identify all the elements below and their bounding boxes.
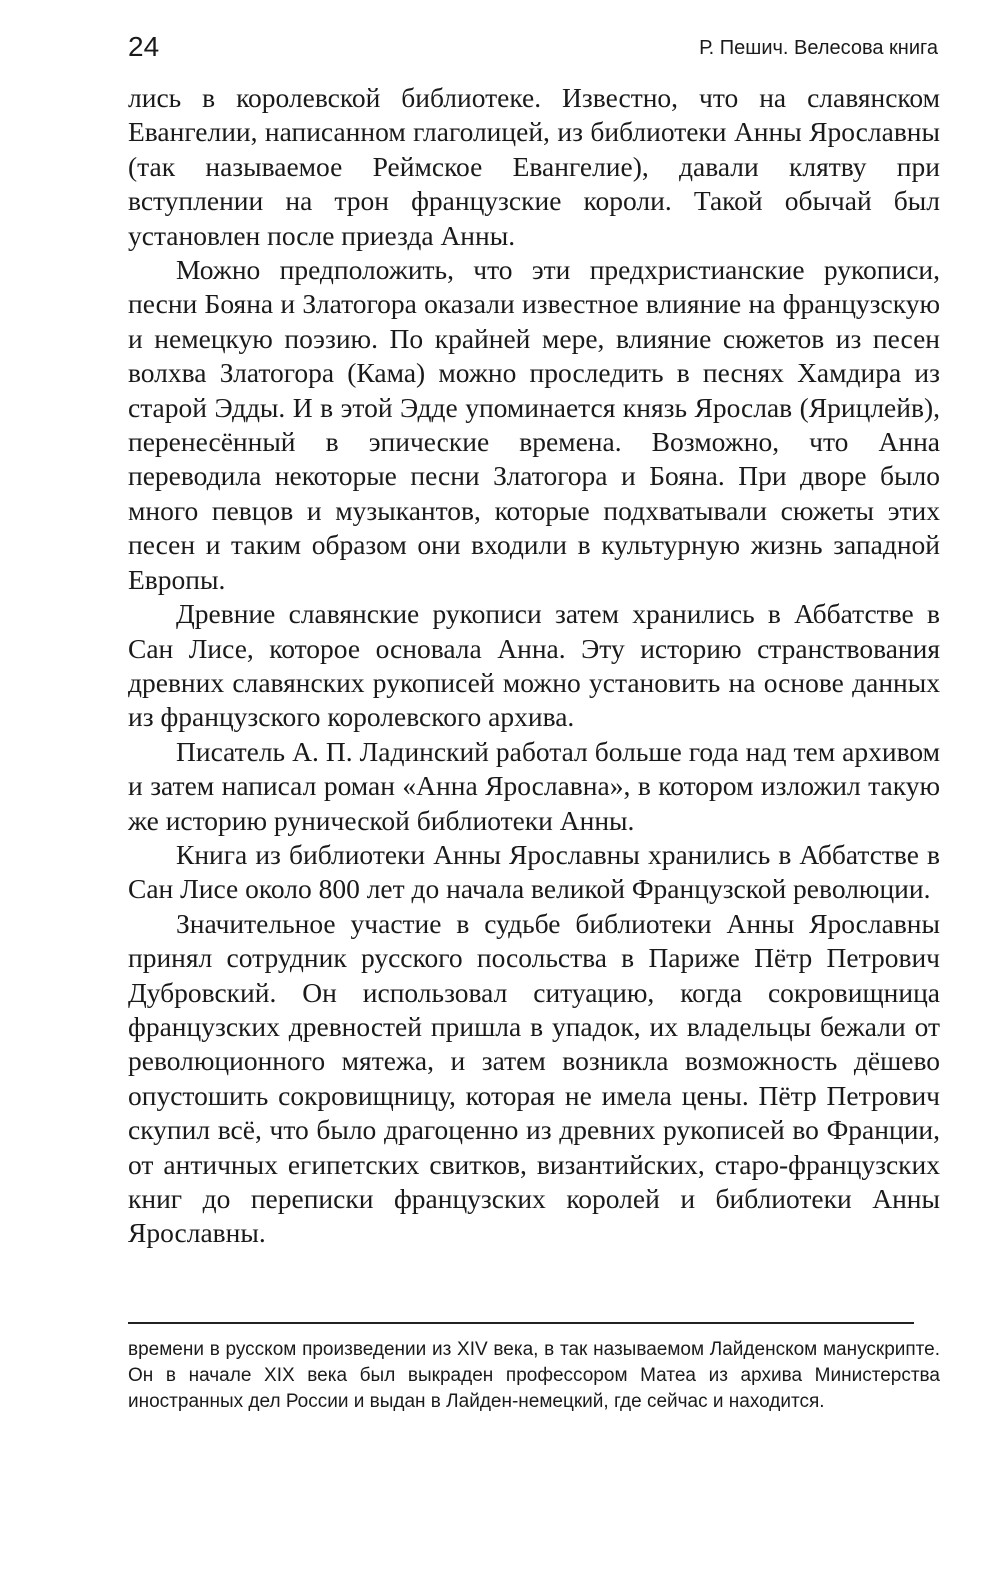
paragraph: Древние славянские рукописи затем хранились в Аббатстве в Сан Лисе, которое основала Анна. Эту историю странствования древних славянских рукописей можно установить на основе данных из французского королевского архива.: [128, 598, 940, 733]
footnote-rule: [128, 1322, 914, 1324]
running-head: Р. Пешич. Велесова книга: [699, 37, 938, 59]
paragraph: Писатель А. П. Ладинский работал больше года над тем архивом и затем написал роман «Анна Ярославна», в котором изложил такую же историю рунической библиотеки Анны.: [128, 735, 940, 836]
paragraph: Можно предположить, что эти предхристианские рукописи, песни Бояна и Златогора оказали известное влияние на французскую и немецкую поэзию. По крайней мере, влияние сюжетов из песен волхва Златогора (Кама) можно проследить в песнях Хамдира из старой Эдды. И в этой Эдде упоминается князь Ярослав (Ярицлейв), перенесённый в эпические времена. Возможно, что Анна переводила некоторые песни Златогора и Бояна. При дворе было много певцов и музыкантов, которые подхватывали сюжеты этих песен и таким образом они входили в культурную жизнь западной Европы.: [128, 254, 940, 595]
paragraph: лись в королевской библиотеке. Известно, что на славянском Евангелии, написанном глаголицей, из библиотеки Анны Ярославны (так называемое Реймское Евангелие), давали клятву при вступлении на трон французские короли. Такой обычай был установлен после приезда Анны.: [128, 82, 940, 251]
footnote: времени в русском произведении из XIV века, в так называемом Лайденском манускрипте. Он в начале XIX века был выкраден профессором Матеа из архива Министерства иностранных дел России и выдан в Лайден-немецкий, где сейчас и находится.: [128, 1339, 940, 1412]
paragraph: Книга из библиотеки Анны Ярославны хранились в Аббатстве в Сан Лисе около 800 лет до начала великой Французской революции.: [128, 838, 940, 905]
main-text: [128, 81, 940, 1251]
paragraph: Значительное участие в судьбе библиотеки Анны Ярославны принял сотрудник русского посольства в Париже Пётр Петрович Дубровский. Он использовал ситуацию, когда сокровищница французских древностей пришла в упадок, их владельцы бежали от революционного мятежа, и затем возникла возможность дёшево опустошить сокровищницу, которая не имела цены. Пётр Петрович скупил всё, что было драгоценно из древних рукописей во Франции, от античных египетских свитков, византийских, старо-французских книг до переписки французских королей и библиотеки Анны Ярославны.: [128, 907, 940, 1249]
page-number: 24: [128, 31, 160, 62]
